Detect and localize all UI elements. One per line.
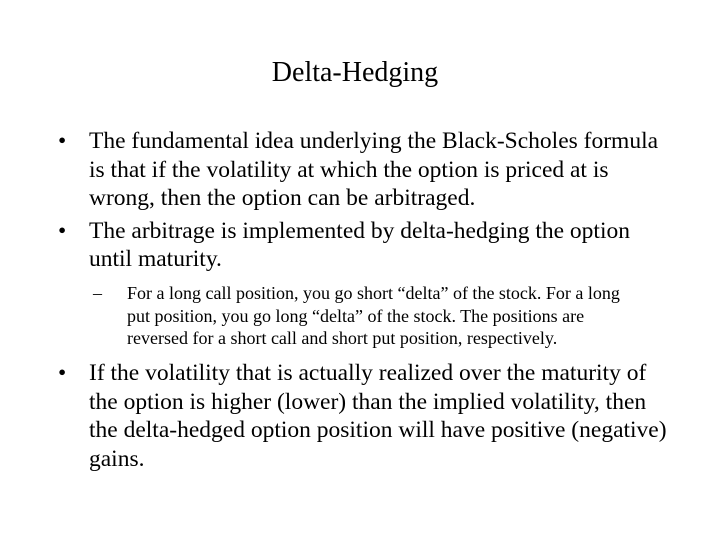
sub-bullet-list — [93, 282, 647, 350]
bullet-item-1 — [58, 127, 670, 213]
sub-bullet-item-1 — [93, 282, 647, 350]
bullet-item-2 — [58, 217, 670, 274]
bullet-text-1: The fundamental idea underlying the Black-Scholes formula is that if the volatility at which the option is priced at is wrong, then the option can be arbitraged. — [89, 128, 659, 211]
bullet-list-continued — [58, 359, 670, 473]
bullet-marker: • — [58, 360, 67, 386]
bullet-marker: • — [58, 217, 67, 244]
bullet-marker: • — [58, 128, 67, 154]
bullet-text-2: The arbitrage is implemented by delta-hedging the option until maturity. — [89, 217, 630, 272]
slide-title: Delta-Hedging — [271, 57, 439, 88]
sub-bullet-text-1: For a long call position, you go short “delta” of the stock. For a long put position, you go long “delta” of the stock. The positions are reversed for a short call and short put position, respectively. — [127, 283, 620, 348]
bullet-text-3: If the volatility that is actually realized over the maturity of the option is higher (lower) than the implied volatility, then the delta-hedged option position will have positive (negative) gains. — [89, 360, 667, 472]
sub-bullet-marker: – — [93, 283, 102, 303]
bullet-list — [58, 127, 670, 274]
bullet-item-3 — [58, 359, 670, 473]
